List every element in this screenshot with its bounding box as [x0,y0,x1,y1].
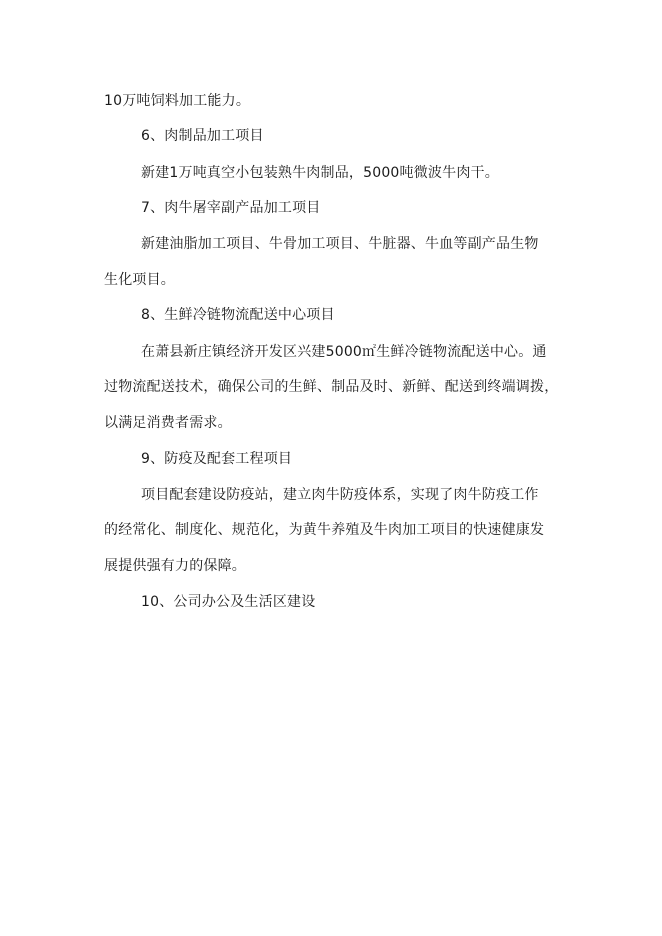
text-line-14: 展提供强有力的保障。 [104,558,246,574]
section-heading-10: 10、公司办公及生活区建设 [141,594,316,610]
text-line-6: 生化项目。 [104,272,175,288]
section-heading-6: 6、肉制品加工项目 [141,128,264,144]
text-line-3: 新建1万吨真空小包装熟牛肉制品，5000吨微波牛肉干。 [141,165,499,181]
text-line-1: 10万吨饲料加工能力。 [104,93,251,109]
text-line-5: 新建油脂加工项目、牛骨加工项目、牛脏器、牛血等副产品生物 [141,236,539,252]
section-heading-9: 9、防疫及配套工程项目 [141,451,293,467]
text-line-8: 在萧县新庄镇经济开发区兴建5000㎡生鲜冷链物流配送中心。通 [141,344,547,360]
text-line-13: 的经常化、制度化、规范化，为黄牛养殖及牛肉加工项目的快速健康发 [104,522,545,538]
section-heading-7: 7、肉牛屠宰副产品加工项目 [141,200,321,216]
text-line-9: 过物流配送技术，确保公司的生鲜、制品及时、新鲜、配送到终端调拨， [104,379,559,395]
text-line-12: 项目配套建设防疫站，建立肉牛防疫体系，实现了肉牛防疫工作 [141,487,539,503]
text-line-10: 以满足消费者需求。 [104,415,232,431]
section-heading-8: 8、生鲜冷链物流配送中心项目 [141,307,335,323]
